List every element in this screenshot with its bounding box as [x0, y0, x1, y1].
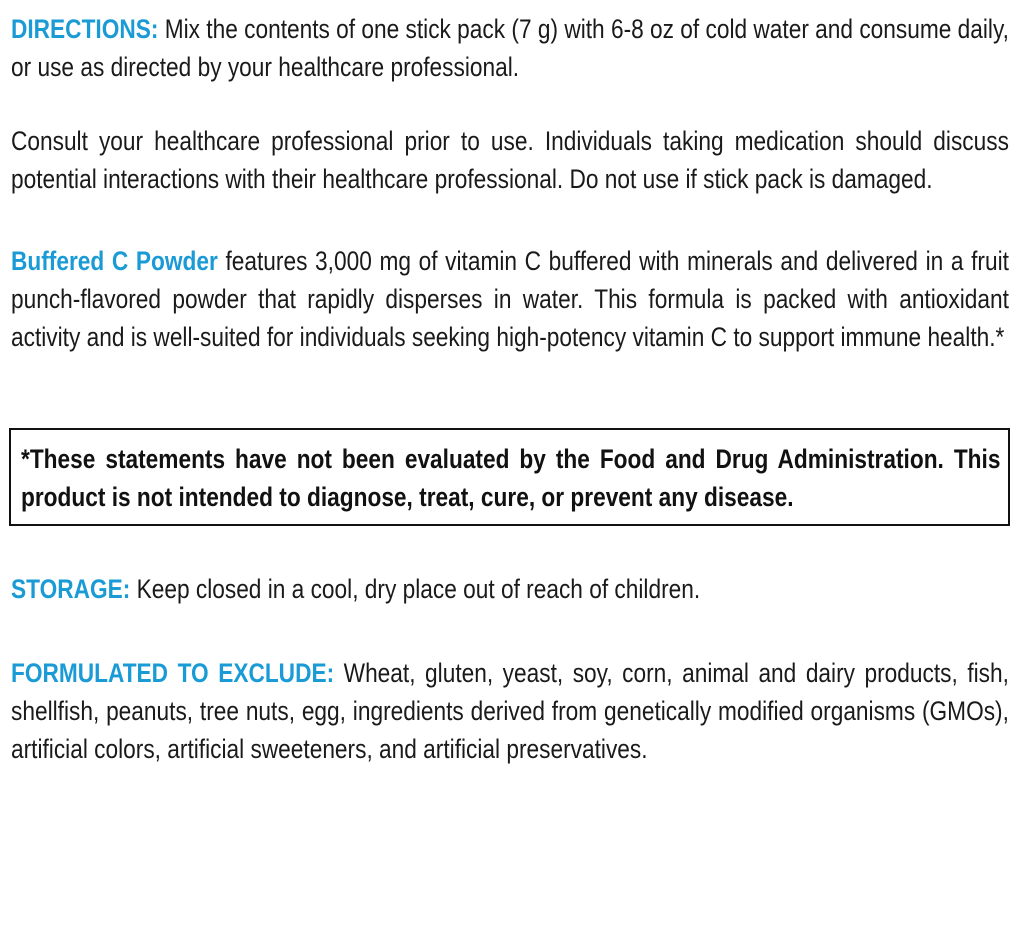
product-description-paragraph [11, 242, 1009, 356]
fda-disclaimer-text: *These statements have not been evaluated by the Food and Drug Administration. This product is not intended to diagnose, treat, cure, or prevent any disease. [21, 444, 1001, 512]
product-name-label: Buffered C Powder [11, 246, 218, 276]
formulated-to-exclude-label: FORMULATED TO EXCLUDE: [11, 658, 335, 688]
directions-paragraph [11, 10, 1009, 86]
storage-label: STORAGE: [11, 574, 131, 604]
label-document [11, 10, 1009, 768]
formulated-to-exclude-paragraph [11, 654, 1009, 768]
directions-text: Mix the contents of one stick pack (7 g) with 6-8 oz of cold water and consume daily, or use as directed by your healthcare professional. [11, 14, 1009, 82]
consult-paragraph: Consult your healthcare professional prior to use. Individuals taking medication should discuss potential interactions with their healthcare professional. Do not use if stick pack is damaged. [11, 126, 1009, 194]
formulated-to-exclude-text: Wheat, gluten, yeast, soy, corn, animal and dairy products, fish, shellfish, peanuts, tree nuts, egg, ingredients derived from genetically modified organisms (GMOs), artificial colors, artificial sweeteners, and artificial preservatives. [11, 658, 1009, 764]
product-description-text: features 3,000 mg of vitamin C buffered with minerals and delivered in a fruit punch-flavored powder that rapidly disperses in water. This formula is packed with antioxidant activity and is well-suited for individuals seeking high-potency vitamin C to support immune health.* [11, 246, 1009, 352]
directions-label: DIRECTIONS: [11, 14, 159, 44]
fda-disclaimer-box [9, 428, 1010, 526]
storage-text: Keep closed in a cool, dry place out of reach of children. [130, 574, 701, 604]
storage-paragraph [11, 570, 1009, 608]
